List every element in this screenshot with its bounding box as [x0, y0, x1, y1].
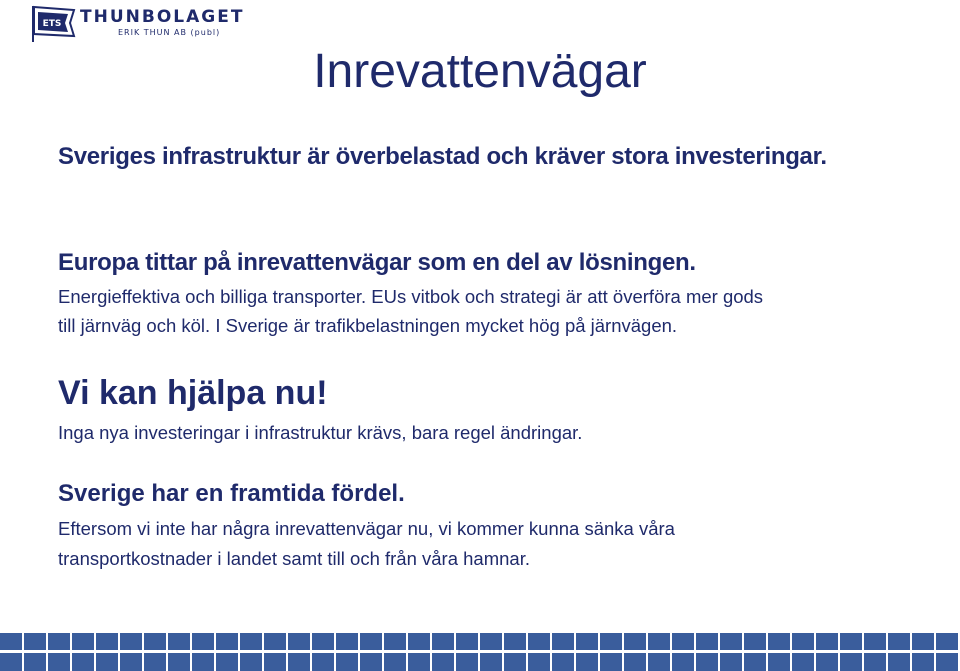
advantage-text: Eftersom vi inte har några inrevattenvägar nu, vi kommer kunna sänka våra transportkostnader i landet samt till och från våra hamnar. [58, 518, 675, 569]
footer-bar [0, 633, 960, 671]
help-heading: Vi kan hjälpa nu! [58, 374, 328, 412]
help-text: Inga nya investeringar i infrastruktur krävs, bara regel ändringar. [58, 422, 583, 443]
logo-subtitle: ERIK THUN AB (publ) [118, 28, 221, 37]
europe-text-line-1: Energieffektiva och billiga transporter. EUs vitbok och strategi är att överföra mer gods [58, 286, 764, 307]
flag-icon [30, 4, 76, 42]
advantage-heading: Sverige har en framtida fördel. [58, 480, 405, 507]
europe-text-line-2: till järnväg och köl. I Sverige är trafikbelastningen mycket hög på järnvägen. [58, 315, 678, 336]
europe-heading: Europa tittar på inrevattenvägar som en del av lösningen. [58, 249, 696, 276]
slide-title: Inrevattenvägar [313, 45, 647, 98]
intro-statement: Sveriges infrastruktur är överbelastad och kräver stora investeringar. [58, 143, 827, 170]
company-logo [30, 4, 245, 42]
logo-name: THUNBOLAGET [80, 7, 245, 27]
logo-flag-text: ETS [42, 19, 62, 29]
